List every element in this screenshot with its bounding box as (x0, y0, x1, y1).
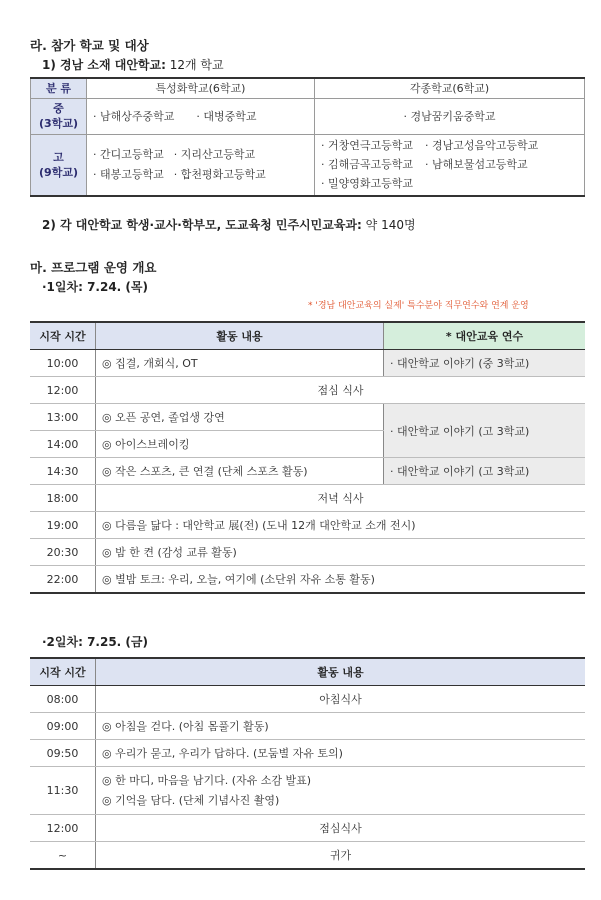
high-special-cell (87, 134, 315, 196)
time-cell: 14:00 (30, 431, 96, 458)
table-row (30, 350, 585, 377)
activity-cell (96, 767, 586, 815)
activity-cell: ◎ 집결, 개회식, OT (96, 350, 384, 377)
table-row-middle (31, 98, 585, 134)
time-cell: 10:00 (30, 350, 96, 377)
section-ma-heading: 마. 프로그램 운영 개요 (30, 260, 157, 275)
activity-cell: ◎ 오픈 공연, 졸업생 강연 (96, 404, 384, 431)
table-row (30, 713, 585, 740)
day1-schedule-table (30, 321, 585, 594)
participants-label: 2) 각 대안학교 학생·교사·학부모, 도교육청 민주시민교육과: (42, 218, 362, 232)
participating-schools-line (42, 56, 224, 73)
table-row (30, 842, 585, 870)
table-header-row (31, 78, 585, 98)
category-middle-label: 중 (53, 102, 64, 115)
table-row (30, 686, 585, 713)
list-item: · 남해상주중학교 (93, 110, 175, 123)
time-cell: 09:50 (30, 740, 96, 767)
table-row (30, 458, 585, 485)
table-row (30, 485, 585, 512)
day2-time-header: 시작 시간 (30, 658, 96, 686)
table-row (30, 377, 585, 404)
table-row (30, 512, 585, 539)
day1-label: ·1일차: 7.24. (목) (42, 280, 148, 294)
list-item: · 간디고등학교 (93, 147, 164, 161)
training-cell: · 대안학교 이야기 (중 3학교) (384, 350, 586, 377)
activity-line: ◎ 기억을 담다. (단체 기념사진 촬영) (102, 793, 280, 807)
activity-cell: ◎ 아침을 걷다. (아침 몸풀기 활동) (96, 713, 586, 740)
category-high-count: (9학교) (39, 165, 78, 179)
list-item: · 김해금곡고등학교 (321, 158, 414, 172)
training-note: * '경남 대안교육의 실제' 특수분야 직무연수와 연계 운영 (308, 301, 529, 311)
day1-training-header: * 대안교육 연수 (384, 322, 586, 350)
list-item: · 밀양영화고등학교 (321, 177, 414, 191)
day2-header-row (30, 658, 585, 686)
activity-line: ◎ 한 마디, 마음을 남기다. (자유 소감 발표) (102, 773, 312, 787)
list-item: · 경남고성음악고등학교 (425, 139, 539, 153)
special-school-header: 특성화학교(6학교) (87, 78, 315, 98)
table-row (30, 815, 585, 842)
list-item: · 대병중학교 (196, 110, 257, 123)
time-cell: 14:30 (30, 458, 96, 485)
activity-cell: ◎ 우리가 묻고, 우리가 답하다. (모둠별 자유 토의) (96, 740, 586, 767)
list-item: · 거창연극고등학교 (321, 139, 414, 153)
activity-cell: ◎ 다름을 닮다 : 대안학교 展(전) (도내 12개 대안학교 소개 전시) (96, 512, 586, 539)
activity-cell: 저녁 식사 (96, 485, 586, 512)
activity-cell: 점심 식사 (96, 377, 586, 404)
activity-cell: ◎ 아이스브레이킹 (96, 431, 384, 458)
time-cell: 11:30 (30, 767, 96, 815)
time-cell: 22:00 (30, 566, 96, 594)
time-cell: 20:30 (30, 539, 96, 566)
table-row-high (31, 134, 585, 196)
time-cell: 08:00 (30, 686, 96, 713)
table-row (30, 740, 585, 767)
middle-misc-cell (315, 98, 585, 134)
high-misc-cell (315, 134, 585, 196)
time-cell: 13:00 (30, 404, 96, 431)
participants-count: 약 140명 (365, 218, 416, 232)
activity-cell: 점심식사 (96, 815, 586, 842)
participants-line (42, 216, 416, 233)
activity-cell: 귀가 (96, 842, 586, 870)
day2-schedule-table (30, 657, 585, 870)
list-item: · 합천평화고등학교 (173, 167, 266, 181)
list-item: · 태봉고등학교 (93, 167, 164, 181)
time-cell: 12:00 (30, 815, 96, 842)
table-row (30, 566, 585, 594)
day1-activity-header: 활동 내용 (96, 322, 384, 350)
day1-time-header: 시작 시간 (30, 322, 96, 350)
schools-table (30, 77, 585, 197)
table-row (30, 767, 585, 815)
activity-cell: 아침식사 (96, 686, 586, 713)
list-item: · 남해보물섬고등학교 (425, 158, 528, 172)
day1-header-row (30, 322, 585, 350)
misc-school-header: 각종학교(6학교) (315, 78, 585, 98)
time-cell: ~ (30, 842, 96, 870)
activity-cell: ◎ 밤 한 켠 (감성 교류 활동) (96, 539, 586, 566)
time-cell: 12:00 (30, 377, 96, 404)
training-cell: · 대안학교 이야기 (고 3학교) (384, 458, 586, 485)
list-item: · 지리산고등학교 (173, 147, 256, 161)
category-middle-count: (3학교) (39, 117, 78, 130)
day2-activity-header: 활동 내용 (96, 658, 586, 686)
table-row (30, 539, 585, 566)
list-item: · 경남꿈키움중학교 (403, 110, 496, 123)
middle-special-cell (87, 98, 315, 134)
time-cell: 09:00 (30, 713, 96, 740)
category-high (31, 134, 87, 196)
category-middle (31, 98, 87, 134)
time-cell: 18:00 (30, 485, 96, 512)
schools-label: 1) 경남 소재 대안학교: (42, 58, 166, 72)
category-high-label: 고 (53, 150, 64, 164)
activity-cell: ◎ 작은 스포츠, 큰 연결 (단체 스포츠 활동) (96, 458, 384, 485)
table-row (30, 404, 585, 431)
time-cell: 19:00 (30, 512, 96, 539)
day2-label: ·2일차: 7.25. (금) (42, 635, 148, 649)
section-ra-heading: 라. 참가 학교 및 대상 (30, 38, 149, 53)
category-header: 분 류 (31, 78, 87, 98)
activity-cell: ◎ 별밤 토크: 우리, 오늘, 여기에 (소단위 자유 소통 활동) (96, 566, 586, 594)
schools-count: 12개 학교 (169, 58, 224, 72)
training-cell: · 대안학교 이야기 (고 3학교) (384, 404, 586, 458)
